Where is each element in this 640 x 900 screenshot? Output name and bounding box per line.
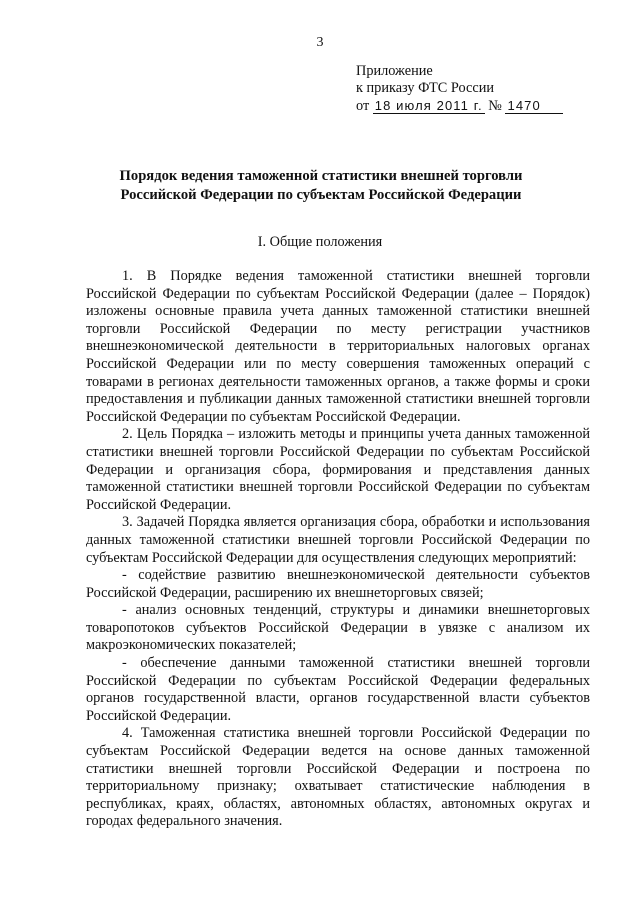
- document-title: [86, 167, 556, 205]
- appendix-date-line: [356, 97, 606, 115]
- list-item-3: - обеспечение данными таможенной статистики внешней торговли Российской Федерации по субъектам Российской Федерации федеральных органов государственной власти, органов государственной власти субъектов Российской Федерации.: [86, 655, 590, 724]
- document-title-line-2: Российской Федерации по субъектам Российской Федерации: [120, 187, 522, 203]
- date-prefix: от: [356, 98, 370, 114]
- order-date: 18 июля 2011 г.: [374, 98, 483, 113]
- number-prefix: №: [488, 98, 502, 114]
- paragraph-2: 2. Цель Порядка – изложить методы и принципы учета данных таможенной статистики внешней торговли Российской Федерации по субъектам Российской Федерации и организация сбора, формирования и представления данных таможенной статистики внешней торговли Российской Федерации по субъектам Российской Федерации.: [86, 426, 590, 513]
- document-title-line-1: Порядок ведения таможенной статистики внешней торговли: [119, 168, 523, 184]
- paragraph-4: 4. Таможенная статистика внешней торговли Российской Федерации по субъектам Российской Федерации ведется на основе данных таможенной статистики внешней торговли Российской Федерации и построена по территориальному признаку; охватывает статистические наблюдения в республиках, краях, областях, автономных областях, автономных округах и городах федерального значения.: [86, 725, 590, 830]
- page-number: 3: [316, 35, 324, 50]
- appendix-block: [356, 63, 606, 115]
- list-item-1: - содействие развитию внешнеэкономической деятельности субъектов Российской Федерации, расширению их внешнеторговых связей;: [86, 567, 590, 601]
- order-number: 1470: [505, 98, 562, 114]
- section-heading: I. Общие положения: [257, 234, 383, 250]
- list-item-2: - анализ основных тенденций, структуры и динамики внешнеторговых товаропотоков субъектов Российской Федерации в увязке с анализом их макроэкономических показателей;: [86, 602, 590, 654]
- body-text: [86, 268, 590, 831]
- appendix-order-reference: к приказу ФТС России: [356, 80, 494, 96]
- paragraph-1: 1. В Порядке ведения таможенной статистики внешней торговли Российской Федерации по субъектам Российской Федерации (далее – Порядок) изложены основные правила учета данных таможенной статистики внешней торговли Российской Федерации по месту регистрации участников внешнеэкономической деятельности в территориальных налоговых органах Российской Федерации или по месту совершения таможенных операций с товарами в регионах деятельности таможенных органов, а также формы и сроки предоставления и публикации данных таможенной статистики внешней торговли Российской Федерации по субъектам Российской Федерации.: [86, 268, 590, 425]
- paragraph-3: 3. Задачей Порядка является организация сбора, обработки и использования данных таможенной статистики внешней торговли Российской Федерации по субъектам Российской Федерации для осуществления следующих мероприятий:: [86, 514, 590, 566]
- appendix-label: Приложение: [356, 63, 433, 79]
